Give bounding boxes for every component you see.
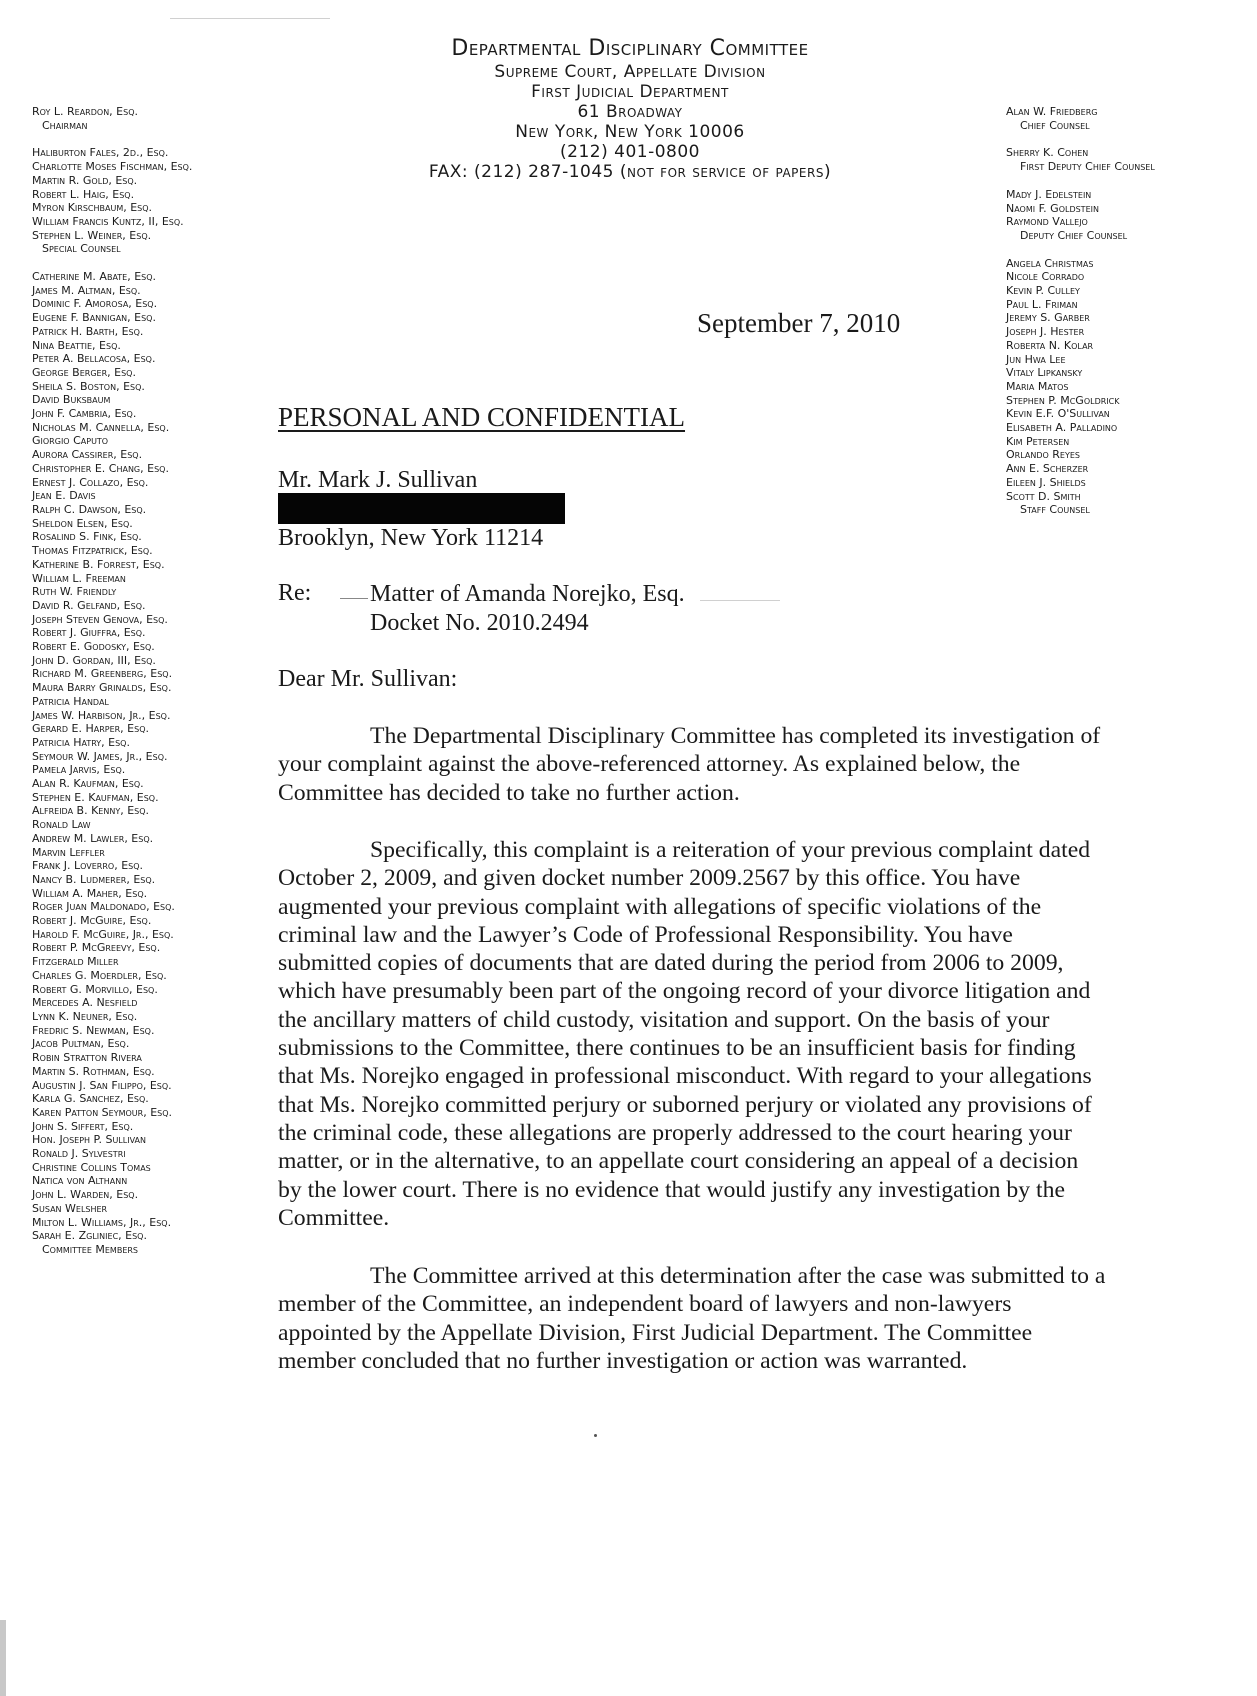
roster-name: John L. Warden, Esq. xyxy=(32,1188,139,1202)
scan-speck xyxy=(594,1434,597,1437)
paragraph-line: by the lower court. There is no evidence that would justify any investigation by the xyxy=(278,1176,1065,1203)
roster-name: Andrew M. Lawler, Esq. xyxy=(32,831,154,845)
paragraph-line: which have presumably been part of the ongoing record of your divorce litigation and xyxy=(278,978,1091,1005)
roster-name: Kim Petersen xyxy=(1006,434,1070,448)
roster-name: John F. Cambria, Esq. xyxy=(32,407,137,421)
roster-name: Catherine M. Abate, Esq. xyxy=(32,270,157,284)
roster-name: Robert J. McGuire, Esq. xyxy=(32,914,152,928)
right-roster xyxy=(1006,105,1246,531)
roster-name: Seymour W. James, Jr., Esq. xyxy=(32,749,168,763)
roster-name: Katherine B. Forrest, Esq. xyxy=(32,557,165,571)
roster-name: Eileen J. Shields xyxy=(1006,475,1086,489)
roster-name: Alan W. Friedberg xyxy=(1006,105,1098,118)
roster-name: Paul L. Friman xyxy=(1006,297,1078,311)
letterhead xyxy=(330,36,930,182)
roster-name: Nicholas M. Cannella, Esq. xyxy=(32,420,170,434)
roster-name: Joseph Steven Genova, Esq. xyxy=(32,612,168,626)
roster-name: Roger Juan Maldonado, Esq. xyxy=(32,900,175,914)
paragraph-line: that Ms. Norejko engaged in professional misconduct. With regard to your allegations xyxy=(278,1063,1092,1090)
roster-name: George Berger, Esq. xyxy=(32,365,136,379)
roster-name: Charles G. Moerdler, Esq. xyxy=(32,968,167,982)
roster-name: Raymond Vallejo xyxy=(1006,215,1088,229)
paragraph-line: augmented your previous complaint with allegations of specific violations of the xyxy=(278,893,1042,920)
roster-name: Mady J. Edelstein xyxy=(1006,187,1092,201)
scan-streak xyxy=(170,18,330,19)
roster-name: Ronald J. Sylvestri xyxy=(32,1147,126,1161)
paragraph-line: your complaint against the above-referenced attorney. As explained below, the xyxy=(278,751,1021,778)
roster-name: Gerard E. Harper, Esq. xyxy=(32,722,149,736)
court-line: Supreme Court, Appellate Division xyxy=(494,62,766,82)
chief-counsel-group xyxy=(1006,105,1246,132)
paragraph-line: Specifically, this complaint is a reiteration of your previous complaint dated xyxy=(370,837,1091,863)
roster-name: Christine Collins Tomas xyxy=(32,1160,151,1174)
roster-name: Maria Matos xyxy=(1006,379,1069,393)
roster-name: Ann E. Scherzer xyxy=(1006,462,1089,476)
deputy-counsel-group xyxy=(1006,188,1246,243)
roster-name: Nancy B. Ludmerer, Esq. xyxy=(32,872,156,886)
roster-name: Sheldon Elsen, Esq. xyxy=(32,516,133,530)
roster-name: James M. Altman, Esq. xyxy=(32,283,141,297)
roster-name: Martin R. Gold, Esq. xyxy=(32,173,138,187)
roster-name: Alan R. Kaufman, Esq. xyxy=(32,777,144,791)
city-line: New York, New York 10006 xyxy=(515,122,745,142)
paragraph-line: October 2, 2009, and given docket number 2009.2567 by this office. You have xyxy=(278,865,1021,892)
roster-name: Milton L. Williams, Jr., Esq. xyxy=(32,1215,172,1229)
roster-name: Fredric S. Newman, Esq. xyxy=(32,1023,155,1037)
redacted-address xyxy=(278,493,565,524)
street-line: 61 Broadway xyxy=(577,102,683,122)
roster-name: Aurora Cassirer, Esq. xyxy=(32,448,143,462)
paragraph-line: Committee has decided to take no further action. xyxy=(278,779,740,806)
roster-name: Jun Hwa Lee xyxy=(1006,352,1066,366)
roster-name: Roy L. Reardon, Esq. xyxy=(32,105,138,118)
roster-name: Thomas Fitzpatrick, Esq. xyxy=(32,544,153,558)
roster-name: John S. Siffert, Esq. xyxy=(32,1119,134,1133)
roster-name: Dominic F. Amorosa, Esq. xyxy=(32,297,158,311)
paragraph-line: member of the Committee, an independent board of lawyers and non-lawyers xyxy=(278,1291,1012,1318)
roster-name: Haliburton Fales, 2d., Esq. xyxy=(32,146,169,160)
roster-name: Ronald Law xyxy=(32,818,91,832)
re-label: Re: xyxy=(278,580,312,606)
paragraph-line: appointed by the Appellate Division, First Judicial Department. The Committee xyxy=(278,1319,1033,1346)
roster-name: Harold F. McGuire, Jr., Esq. xyxy=(32,927,174,941)
roster-name: Richard M. Greenberg, Esq. xyxy=(32,667,173,681)
chair-group xyxy=(32,105,272,132)
roster-name: Maura Barry Grinalds, Esq. xyxy=(32,681,172,695)
roster-name: Nina Beattie, Esq. xyxy=(32,338,121,352)
paragraph-line: Committee. xyxy=(278,1204,390,1231)
roster-name: Ernest J. Collazo, Esq. xyxy=(32,475,149,489)
paragraph-line: member concluded that no further investigation or action was warranted. xyxy=(278,1347,968,1374)
roster-title: Chief Counsel xyxy=(1020,118,1090,132)
roster-name: Marvin Leffler xyxy=(32,845,105,859)
roster-name: David R. Gelfand, Esq. xyxy=(32,598,146,612)
roster-name: William L. Freeman xyxy=(32,571,126,585)
roster-name: Lynn K. Neuner, Esq. xyxy=(32,1010,138,1023)
roster-name: Vitaly Lipkansky xyxy=(1006,366,1083,380)
roster-name: Nicole Corrado xyxy=(1006,270,1085,284)
recipient-name: Mr. Mark J. Sullivan xyxy=(278,467,478,493)
roster-name: Myron Kirschbaum, Esq. xyxy=(32,201,153,215)
department-line: First Judicial Department xyxy=(531,82,729,102)
roster-name: Kevin P. Culley xyxy=(1006,284,1080,298)
letter-date: September 7, 2010 xyxy=(697,308,901,338)
roster-name: Susan Welsher xyxy=(32,1201,108,1215)
fax-line: FAX: (212) 287-1045 (not for service of papers) xyxy=(428,162,832,182)
roster-name: Patricia Handal xyxy=(32,694,109,708)
roster-name: Orlando Reyes xyxy=(1006,448,1080,462)
committee-name: Departmental Disciplinary Committee xyxy=(451,36,809,61)
paragraph-line: matter, or in the alternative, to an appellate court considering an appeal of a decision xyxy=(278,1148,1079,1175)
roster-name: Stephen E. Kaufman, Esq. xyxy=(32,790,159,804)
re-matter: Matter of Amanda Norejko, Esq. xyxy=(370,581,685,607)
roster-name: Natica von Althann xyxy=(32,1174,128,1188)
roster-name: Robin Stratton Rivera xyxy=(32,1051,142,1065)
re-docket: Docket No. 2010.2494 xyxy=(370,610,589,636)
paragraph-2 xyxy=(278,836,1238,1232)
roster-name: Sherry K. Cohen xyxy=(1006,146,1089,160)
roster-name: Hon. Joseph P. Sullivan xyxy=(32,1133,146,1147)
roster-name: William A. Maher, Esq. xyxy=(32,886,148,900)
roster-name: Ralph C. Dawson, Esq. xyxy=(32,502,147,516)
roster-name: John D. Gordan, III, Esq. xyxy=(32,653,156,667)
roster-name: Patricia Hatry, Esq. xyxy=(32,735,130,749)
roster-name: Karen Patton Seymour, Esq. xyxy=(32,1105,173,1119)
roster-name: Martin S. Rothman, Esq. xyxy=(32,1064,155,1078)
roster-name: Angela Christmas xyxy=(1006,256,1094,270)
roster-name: Sheila S. Boston, Esq. xyxy=(32,379,145,393)
roster-name: Ruth W. Friendly xyxy=(32,585,117,599)
roster-name: Christopher E. Chang, Esq. xyxy=(32,461,169,475)
roster-name: Robert E. Godosky, Esq. xyxy=(32,640,155,654)
roster-name: Pamela Jarvis, Esq. xyxy=(32,763,126,777)
re-rule xyxy=(340,598,368,599)
paragraph-line: submissions to the Committee, there continues to be an insufficient basis for finding xyxy=(278,1035,1076,1062)
roster-name: Peter A. Bellacosa, Esq. xyxy=(32,352,156,366)
paragraph-line: that Ms. Norejko committed perjury or suborned perjury or violated any provisions of xyxy=(278,1091,1092,1118)
roster-name: Elisabeth A. Palladino xyxy=(1006,421,1118,435)
re-block xyxy=(370,580,685,638)
salutation: Dear Mr. Sullivan: xyxy=(278,666,458,692)
roster-name: Frank J. Loverro, Esq. xyxy=(32,859,144,873)
roster-title: First Deputy Chief Counsel xyxy=(1020,160,1155,174)
roster-name: James W. Harbison, Jr., Esq. xyxy=(32,708,171,722)
roster-name: David Buksbaum xyxy=(32,393,111,407)
roster-name: Scott D. Smith xyxy=(1006,489,1081,503)
paragraph-line: the ancillary matters of child custody, visitation and support. On the basis of your xyxy=(278,1006,1050,1033)
roster-name: Augustin J. San Filippo, Esq. xyxy=(32,1078,172,1092)
roster-name: Karla G. Sanchez, Esq. xyxy=(32,1092,149,1106)
roster-name: Patrick H. Barth, Esq. xyxy=(32,324,144,338)
roster-title: Chairman xyxy=(42,118,88,132)
roster-name: Rosalind S. Fink, Esq. xyxy=(32,530,142,544)
paragraph-line: criminal law and the Lawyer’s Code of Professional Responsibility. You have xyxy=(278,921,1013,948)
roster-name: Joseph J. Hester xyxy=(1006,325,1085,339)
roster-title: Deputy Chief Counsel xyxy=(1020,228,1128,242)
roster-name: Giorgio Caputo xyxy=(32,434,109,448)
roster-name: Kevin E.F. O'Sullivan xyxy=(1006,407,1110,421)
paragraph-3 xyxy=(278,1262,1238,1375)
roster-title: Committee Members xyxy=(42,1242,139,1256)
paragraph-line: submitted copies of documents that are dated during the period from 2006 to 2009, xyxy=(278,950,1064,977)
roster-name: Naomi F. Goldstein xyxy=(1006,201,1099,215)
paragraph-line: The Departmental Disciplinary Committee has completed its investigation of xyxy=(370,723,1101,749)
roster-name: Robert J. Giuffra, Esq. xyxy=(32,626,146,640)
left-roster xyxy=(32,105,272,1271)
scan-streak xyxy=(700,600,780,601)
roster-title: Special Counsel xyxy=(42,242,121,256)
roster-name: Jean E. Davis xyxy=(32,489,96,503)
roster-name: Robert G. Morvillo, Esq. xyxy=(32,982,158,996)
roster-name: Stephen P. McGoldrick xyxy=(1006,393,1120,407)
roster-name: Robert P. McGreevy, Esq. xyxy=(32,941,161,955)
roster-name: Jacob Pultman, Esq. xyxy=(32,1037,130,1051)
first-deputy-group xyxy=(1006,146,1246,173)
roster-title: Staff Counsel xyxy=(1020,503,1090,517)
roster-name: Charlotte Moses Fischman, Esq. xyxy=(32,160,193,174)
confidential-heading: PERSONAL AND CONFIDENTIAL xyxy=(278,402,686,432)
special-counsel-group xyxy=(32,146,272,256)
roster-name: Alfreida B. Kenny, Esq. xyxy=(32,804,150,818)
paragraph-line: The Committee arrived at this determination after the case was submitted to a xyxy=(370,1263,1106,1289)
paragraph-1 xyxy=(278,722,1238,807)
committee-members-group xyxy=(32,270,272,1257)
roster-name: Robert L. Haig, Esq. xyxy=(32,187,135,201)
paragraph-line: the criminal code, these allegations are properly addressed to the court hearing your xyxy=(278,1119,1072,1146)
roster-name: Roberta N. Kolar xyxy=(1006,338,1094,352)
phone-line: (212) 401-0800 xyxy=(560,142,700,162)
roster-name: Mercedes A. Nesfield xyxy=(32,996,138,1010)
roster-name: Eugene F. Bannigan, Esq. xyxy=(32,311,156,325)
recipient-city: Brooklyn, New York 11214 xyxy=(278,525,544,551)
roster-name: Sarah E. Zgliniec, Esq. xyxy=(32,1229,147,1243)
roster-name: Stephen L. Weiner, Esq. xyxy=(32,228,152,242)
roster-name: Fitzgerald Miller xyxy=(32,955,119,969)
scan-edge xyxy=(0,1620,6,1696)
roster-name: Jeremy S. Garber xyxy=(1006,311,1090,325)
staff-counsel-group xyxy=(1006,257,1246,517)
roster-name: William Francis Kuntz, II, Esq. xyxy=(32,214,184,228)
